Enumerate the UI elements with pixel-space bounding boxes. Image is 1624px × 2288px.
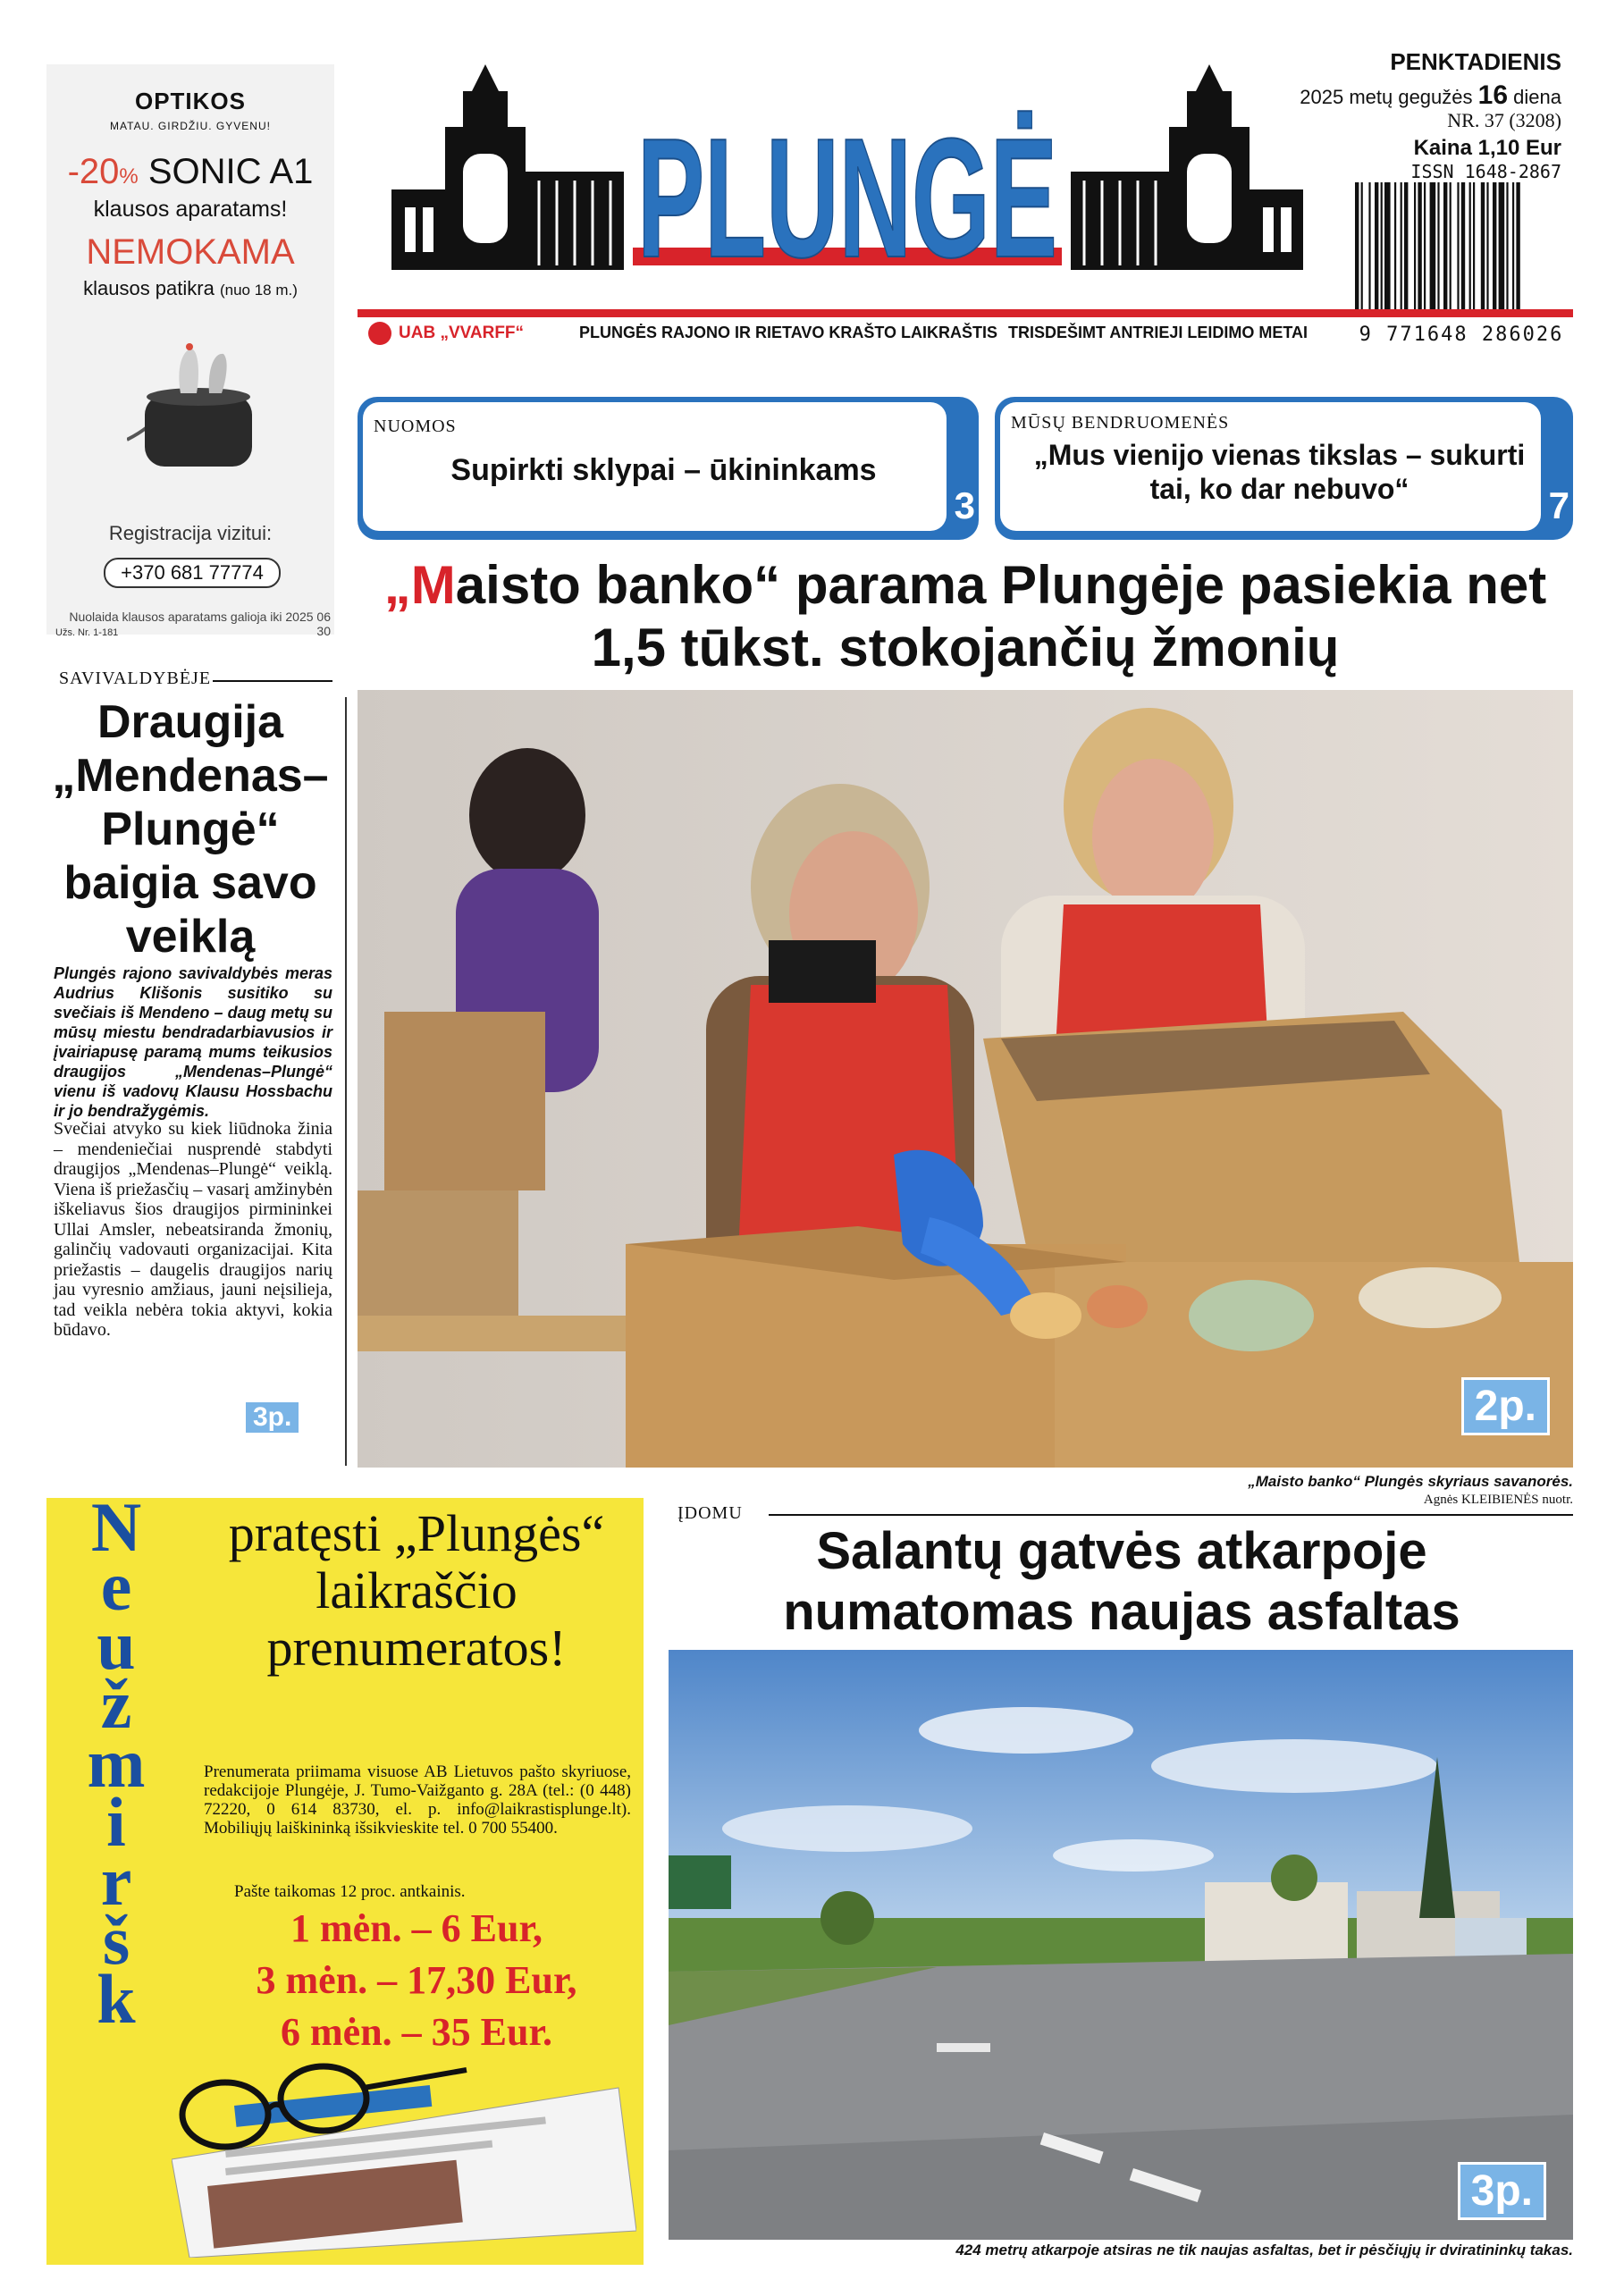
- barcode-bar: [1457, 182, 1459, 316]
- barcode-digits: 9 771648 286026: [1359, 324, 1564, 346]
- barcode-bar: [1461, 182, 1465, 316]
- ad-price: 3 mėn. – 17,30 Eur,: [256, 1958, 577, 2002]
- issn: ISSN 1648-2867: [1410, 161, 1561, 182]
- hearing-aid-charger-image: [127, 332, 261, 475]
- barcode-bar: [1516, 182, 1519, 316]
- main-headline: „Maisto banko“ parama Plungėje pasiekia net 1,5 tūkst. stokojančių žmonių: [383, 555, 1547, 677]
- teaser-headline: Supirkti sklypai – ūkininkams: [450, 453, 877, 487]
- masthead-logo: [374, 55, 1321, 297]
- publisher: UAB „VVARFF“: [399, 324, 525, 342]
- main-page-badge: 2p.: [1461, 1377, 1550, 1435]
- barcode-bar: [1469, 182, 1471, 316]
- optika-tagline: MATAU. GIRDŽIU. GYVENU!: [110, 120, 271, 132]
- barcode-bar: [1430, 182, 1436, 316]
- barcode-bar: [1384, 182, 1391, 316]
- left-body: Svečiai atvyko su kiek liūdnoka žinia – mendeniečiai nusprendė stabdyti draugijos „Mendenas–Plungė“ veiklą. Viena iš priežasčių – vasarį amžinybėn iškeliavus šios draugijos pirmininkei Ullai Amsler, nebeatsiranda žmonių, galinčių vadovauti organizacijai. Kita priežastis – daugelis draugijos narių jau vyresnio amžiaus, jauni neįsilieja, tad veikla nebėra tokia aktyvi, kokia būdavo.: [54, 1119, 332, 1340]
- weekday: PENKTADIENIS: [1390, 48, 1561, 75]
- barcode-bar: [1437, 182, 1439, 316]
- teaser-nuomos[interactable]: [358, 397, 979, 540]
- optika-free: NEMOKAMA: [86, 232, 295, 272]
- barcode-bar: [1493, 182, 1496, 316]
- masthead-rule: [358, 309, 1573, 317]
- optika-free-sub: klausos patikra (nuo 18 m.): [83, 277, 298, 299]
- issue-date: 2025 metų gegužės 16 diena: [1300, 80, 1561, 110]
- masthead-infobar: [358, 320, 1327, 347]
- barcode-bar: [1414, 182, 1416, 316]
- kicker-rule: [769, 1514, 1573, 1516]
- optika-phone: +370 681 77774: [104, 558, 281, 588]
- teaser-bendruomenes[interactable]: [995, 397, 1573, 540]
- barcode-bar: [1499, 182, 1505, 316]
- teaser-page: 3: [954, 484, 975, 526]
- edition-year: TRISDEŠIMT ANTRIEJI LEIDIMO METAI: [1008, 324, 1308, 341]
- publisher-logo-icon: [368, 322, 391, 345]
- ad-body: Prenumerata priimama visuose AB Lietuvos pašto skyriuose, redakcijoje Plungėje, J. Tumo-Vaižganto g. 28A (tel.: (0 448) 72220, 0 614 83730, el. p. info@laikrastisplunge.lt). Mobiliųjų laiškininką išsikvieskite tel. 0 700 55400.: [204, 1762, 631, 1838]
- barcode-bar: [1473, 182, 1475, 316]
- barcode-bar: [1404, 182, 1408, 316]
- ad-note: Pašte taikomas 12 proc. antkainis.: [234, 1882, 466, 1901]
- barcode-bar: [1361, 182, 1363, 316]
- optika-order-no: Užs. Nr. 1-181: [55, 627, 119, 638]
- left-lead: Plungės rajono savivaldybės meras Audrius Klišonis susitiko su svečiais iš Mendeno – daug metų su mūsų miestu bendradarbiavusios ir įvairiapusę paramą mums teikusios draugijos „Mendenas–Plungė“ vienu iš vadovų Klausu Hossbachu ir jo bendražygėmis.: [54, 964, 332, 1120]
- masthead-title: PLUNGĖ: [637, 104, 1057, 293]
- optika-ad: [46, 64, 334, 638]
- barcode-bar: [1381, 182, 1383, 316]
- street-photo: [669, 1650, 1573, 2240]
- teaser-kicker: NUOMOS: [374, 416, 457, 436]
- teaser-headline: „Mus vienijo vienas tikslas – sukurti tai, ko dar nebuvo“: [1033, 439, 1526, 506]
- road-photo: [669, 1650, 1573, 2240]
- paper-subtitle: PLUNGĖS RAJONO IR RIETAVO KRAŠTO LAIKRAŠTIS: [579, 324, 998, 341]
- barcode-bar: [1418, 182, 1421, 316]
- barcode-bar: [1512, 182, 1514, 316]
- main-photo: [358, 690, 1573, 1468]
- barcode-bar: [1486, 182, 1488, 316]
- main-photo-credit: Agnės KLEIBIENĖS nuotr.: [1423, 1493, 1573, 1507]
- optika-validity: Nuolaida klausos aparatams galioja iki 2025 06 30: [69, 610, 331, 638]
- issue-number: NR. 37 (3208): [1447, 109, 1561, 131]
- left-page-badge: 3p.: [243, 1400, 301, 1435]
- ad-price: 1 mėn. – 6 Eur,: [290, 1906, 543, 1950]
- optika-discount: -20% SONIC A1: [67, 152, 314, 191]
- barcode-bar: [1481, 182, 1485, 316]
- kicker-rule: [213, 680, 332, 682]
- price: Kaina 1,10 Eur: [1413, 136, 1561, 160]
- volunteers-photo: [358, 690, 1573, 1468]
- barcode-bar: [1506, 182, 1508, 316]
- left-headline: Draugija „Mendenas– Plungė“ baigia savo veiklą: [52, 696, 329, 963]
- barcode-bar: [1424, 182, 1426, 316]
- bottom-page-badge: 3p.: [1458, 2162, 1546, 2220]
- teaser-kicker: MŪSŲ BENDRUOMENĖS: [1011, 413, 1230, 433]
- optika-logo: OPTIKOS: [134, 88, 246, 114]
- barcode-bar: [1443, 182, 1447, 316]
- ad-price: 6 mėn. – 35 Eur.: [281, 2010, 552, 2054]
- barcode-bar: [1355, 182, 1359, 316]
- main-photo-caption: „Maisto banko“ Plungės skyriaus savanorės.: [1248, 1473, 1573, 1490]
- optika-product-sub: klausos aparatams!: [93, 197, 288, 222]
- ad-headline: pratęsti „Plungės“ laikraščio prenumeratos!: [228, 1504, 605, 1677]
- barcode-bar: [1401, 182, 1402, 316]
- barcode-bar: [1450, 182, 1452, 316]
- bottom-headline: Salantų gatvės atkarpoje numatomas naujas asfaltas: [783, 1522, 1460, 1641]
- column-rule: [345, 697, 347, 1466]
- barcode-bar: [1394, 182, 1396, 316]
- bottom-kicker: ĮDOMU: [677, 1503, 743, 1523]
- newspaper-glasses-image: [172, 2052, 636, 2258]
- ad-vertical-word: N e u ž m i r š k: [87, 1498, 146, 2038]
- left-kicker: SAVIVALDYBĖJE: [59, 669, 212, 688]
- teaser-page: 7: [1548, 484, 1569, 526]
- subscription-ad: [46, 1498, 644, 2265]
- optika-registration: Registracija vizitui:: [108, 522, 273, 544]
- road-photo-caption: 424 metrų atkarpoje atsiras ne tik naujas asfaltas, bet ir pėsčiųjų ir dviratininkų takas.: [955, 2242, 1573, 2259]
- barcode-bar: [1375, 182, 1378, 316]
- barcode-bar: [1368, 182, 1370, 316]
